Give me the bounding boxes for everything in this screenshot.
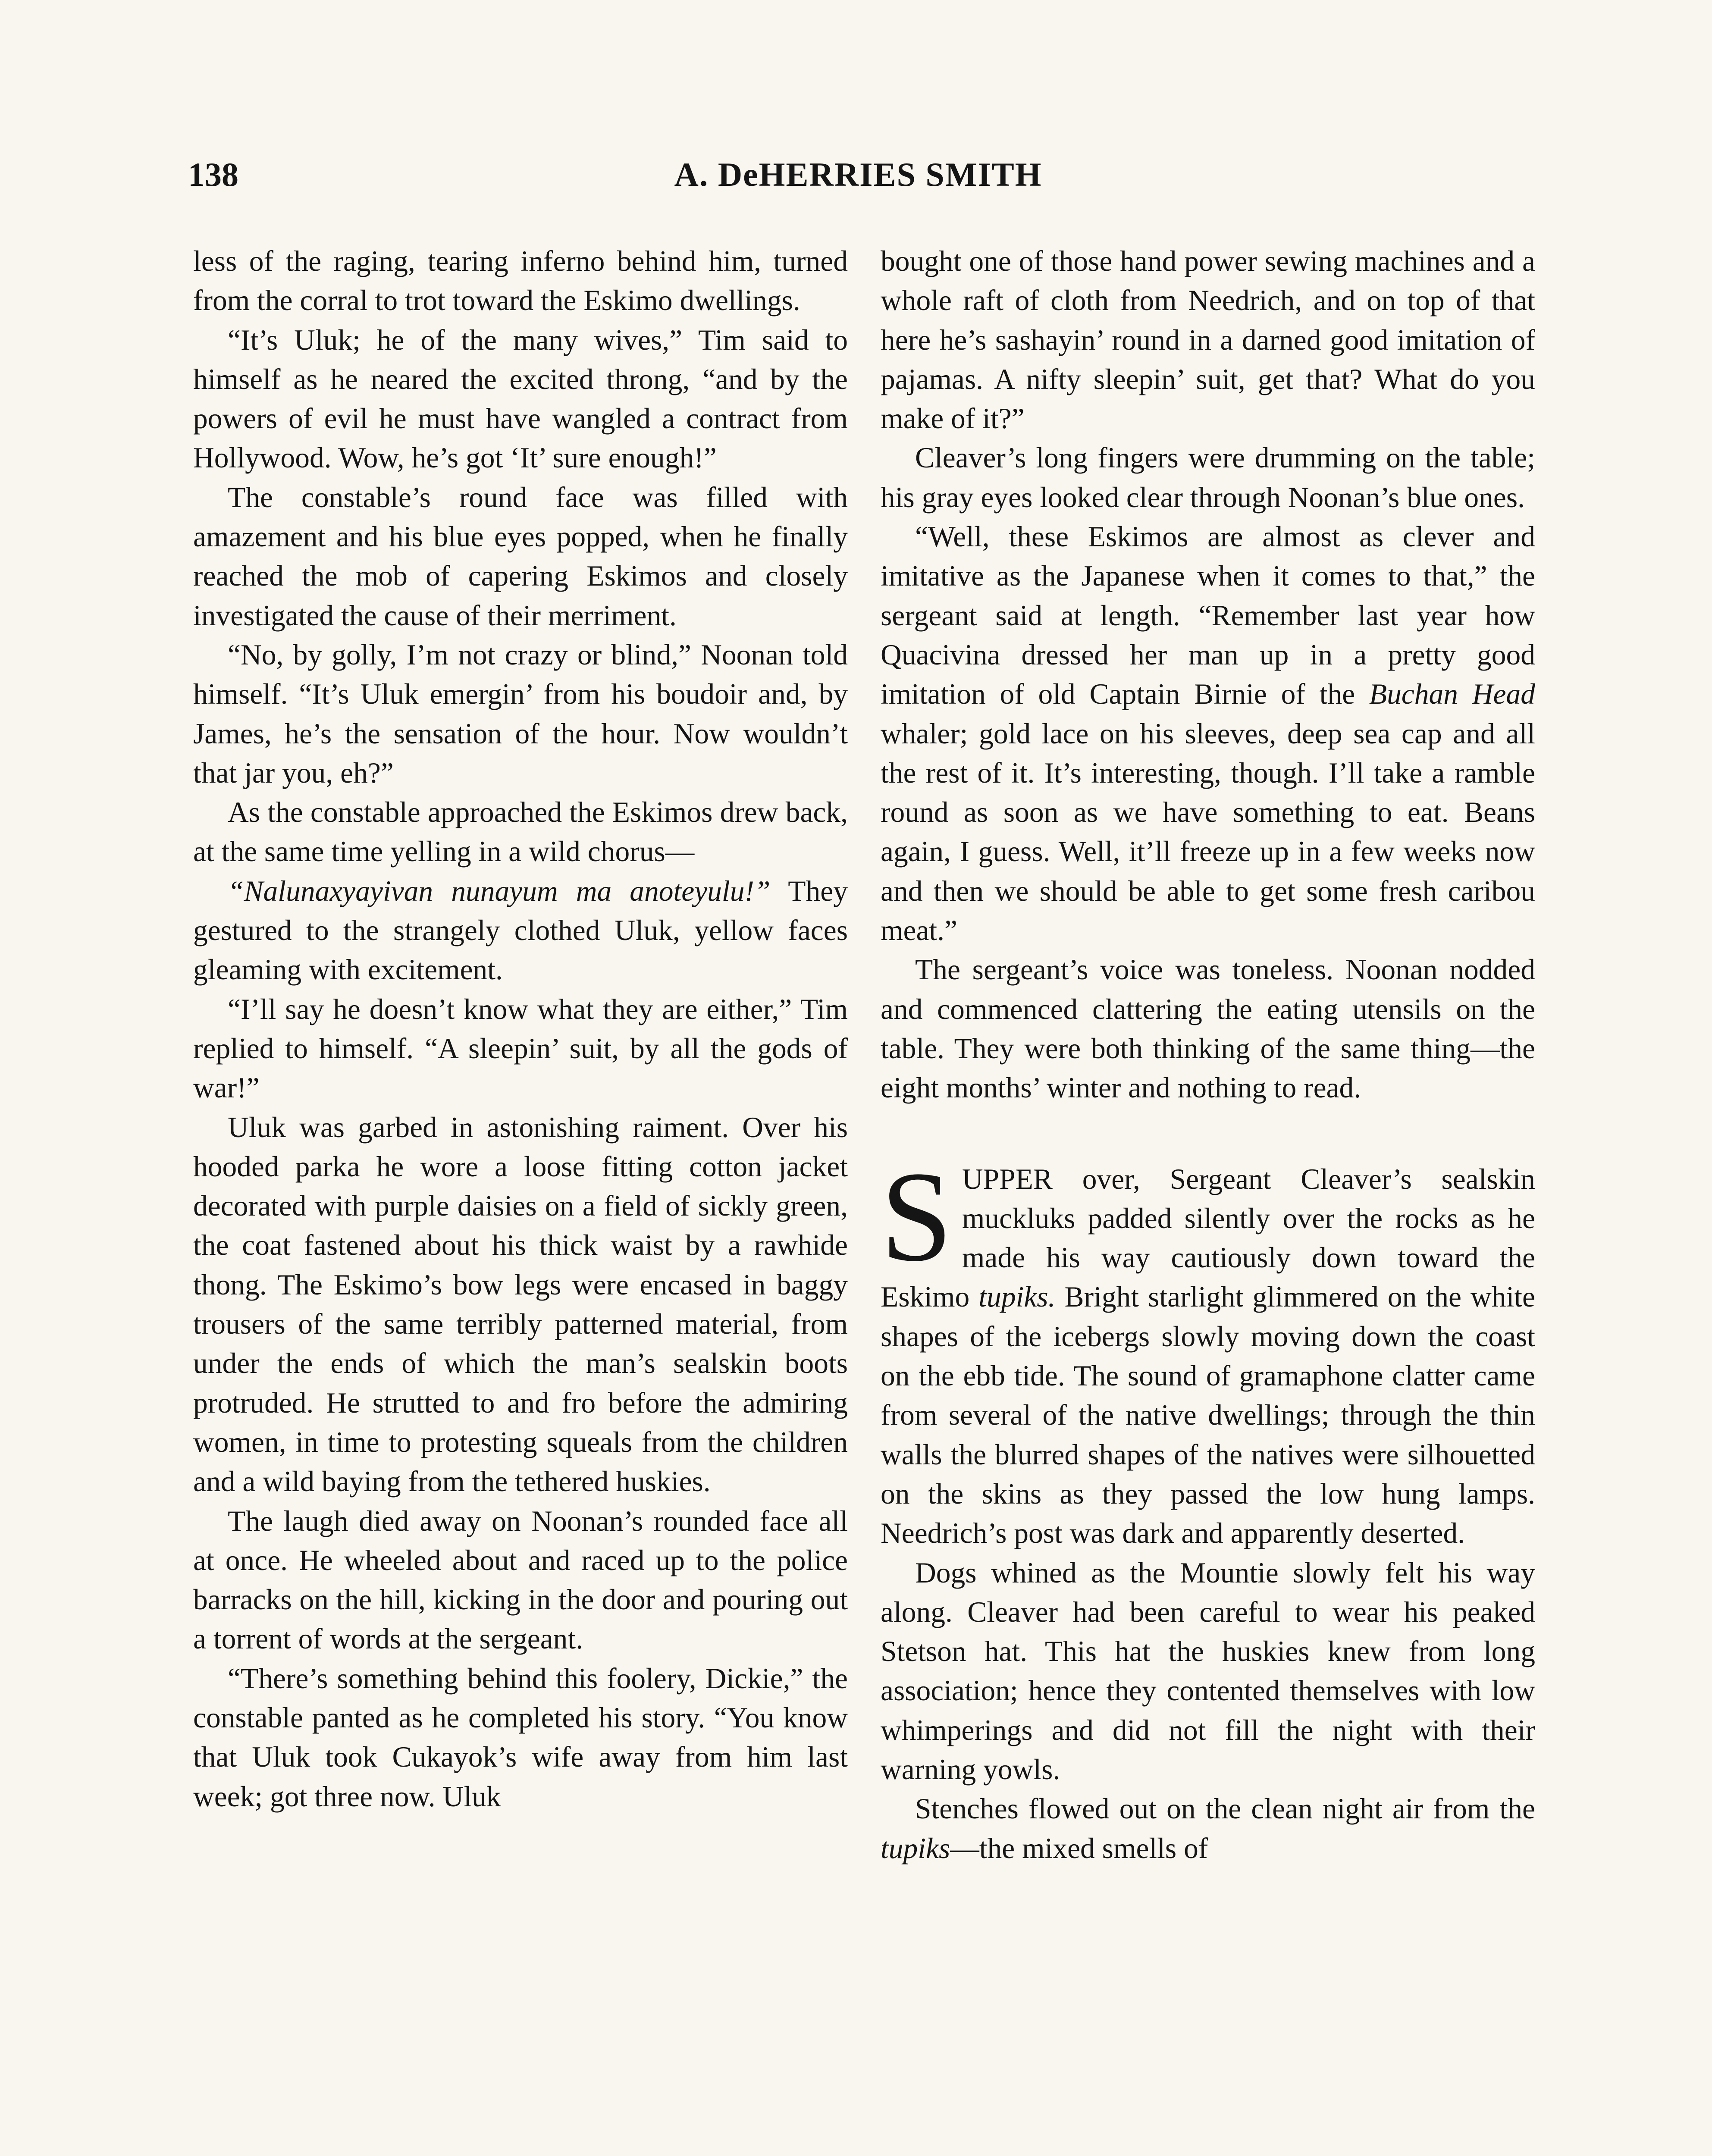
paragraph: “No, by golly, I’m not crazy or blind,” Noonan told himself. “It’s Uluk emergin’ from his boudoir and, by James, he’s the sensation of the hour. Now wouldn’t that jar you, eh?” (193, 638, 848, 789)
paragraph: bought one of those hand power sewing machines and a whole raft of cloth from Needrich, and on top of that here he’s sashayin’ round in a darned good imitation of pajamas. A nifty sleepin’ suit, get that? What do you make of it?” (881, 245, 1535, 435)
paragraph: “It’s Uluk; he of the many wives,” Tim said to himself as he neared the excited throng, “and by the powers of evil he must have wangled a contract from Hollywood. Wow, he’s got ‘It’ sure enough!” (193, 323, 848, 474)
paragraph: The sergeant’s voice was toneless. Noonan nodded and commenced clattering the eating utensils on the table. They were both thinking of the same thing—the eight months’ winter and nothing to read. (881, 953, 1535, 1104)
paragraph (881, 517, 1535, 950)
italic-term: tupiks (881, 1832, 950, 1865)
right-column (881, 241, 1535, 1868)
paragraph: As the constable approached the Eskimos drew back, at the same time yelling in a wild chorus— (193, 796, 848, 868)
paragraph (193, 871, 848, 990)
ship-name: Buchan Head (1369, 678, 1535, 711)
paragraph-text: UPPER over, Sergeant Cleaver’s sealskin muckluks padded silently over the rocks as he made his way cautiously down toward the Eskimo (881, 1163, 1535, 1313)
paragraph: Cleaver’s long fingers were drumming on the table; his gray eyes looked clear through Noonan’s blue ones. (881, 442, 1535, 514)
paragraph-text: —the mixed smells of (950, 1832, 1208, 1865)
paragraph-text: Stenches flowed out on the clean night air from the (915, 1792, 1535, 1825)
running-head: A. DeHERRIES SMITH (674, 156, 1042, 193)
paragraph: Dogs whined as the Mountie slowly felt his way along. Cleaver had been careful to wear his peaked Stetson hat. This hat the huskies knew from long association; hence they contented themselves with low whimperings and did not fill the night with their warning yowls. (881, 1556, 1535, 1786)
paragraph: The constable’s round face was filled with amazement and his blue eyes popped, when he finally reached the mob of capering Eskimos and closely investigated the cause of their merriment. (193, 481, 848, 632)
paragraph: The laugh died away on Noonan’s rounded face all at once. He wheeled about and raced up to the police barracks on the hill, kicking in the door and pouring out a torrent of words at the sergeant. (193, 1504, 848, 1655)
paragraph (881, 1789, 1535, 1868)
paragraph-text: whaler; gold lace on his sleeves, deep sea cap and all the rest of it. It’s interesting, though. I’ll take a ramble round as soon as we have something to eat. Beans again, I guess. Well, it’ll freeze up in a few weeks now and then we should be able to get some fresh caribou meat.” (881, 717, 1535, 947)
paragraph-text: “Well, these Eskimos are almost as clever and imitative as the Japanese when it comes to that,” the sergeant said at length. “Remember last year how Quacivina dressed her man up in a pretty good imitation of old Captain Birnie of the (881, 520, 1535, 711)
left-column (193, 241, 848, 1816)
paragraph: less of the raging, tearing inferno behind him, turned from the corral to trot toward the Eskimo dwellings. (193, 245, 848, 317)
paragraph: “I’ll say he doesn’t know what they are either,” Tim replied to himself. “A sleepin’ suit, by all the gods of war!” (193, 993, 848, 1104)
paragraph: “There’s something behind this foolery, Dickie,” the constable panted as he completed his story. “You know that Uluk took Cukayok’s wife away from him last week; got three now. Uluk (193, 1662, 848, 1813)
paragraph-text: They gestured to the strangely clothed Uluk, yellow faces gleaming with excitement. (193, 874, 848, 986)
page-number: 138 (188, 156, 238, 193)
eskimo-chorus: “Nalunaxyayivan nunayum ma anoteyulu!” (228, 874, 771, 907)
section-start-paragraph (881, 1144, 1535, 1553)
italic-term: tupiks. (978, 1281, 1056, 1313)
drop-cap: S (881, 1144, 953, 1288)
paragraph: Uluk was garbed in astonishing raiment. Over his hooded parka he wore a loose fitting cotton jacket decorated with purple daisies on a field of sickly green, the coat fastened about his thick waist by a rawhide thong. The Eskimo’s bow legs were encased in baggy trousers of the same terribly patterned material, from under the ends of which the man’s sealskin boots protruded. He strutted to and fro before the admiring women, in time to protesting squeals from the children and a wild baying from the tethered huskies. (193, 1111, 848, 1498)
paragraph-text: Bright starlight glimmered on the white shapes of the icebergs slowly moving down the coast on the ebb tide. The sound of gramaphone clatter came from several of the native dwellings; through the thin walls the blurred shapes of the natives were silhouetted on the skins as they passed the low hung lamps. Needrich’s post was dark and apparently deserted. (881, 1281, 1535, 1550)
